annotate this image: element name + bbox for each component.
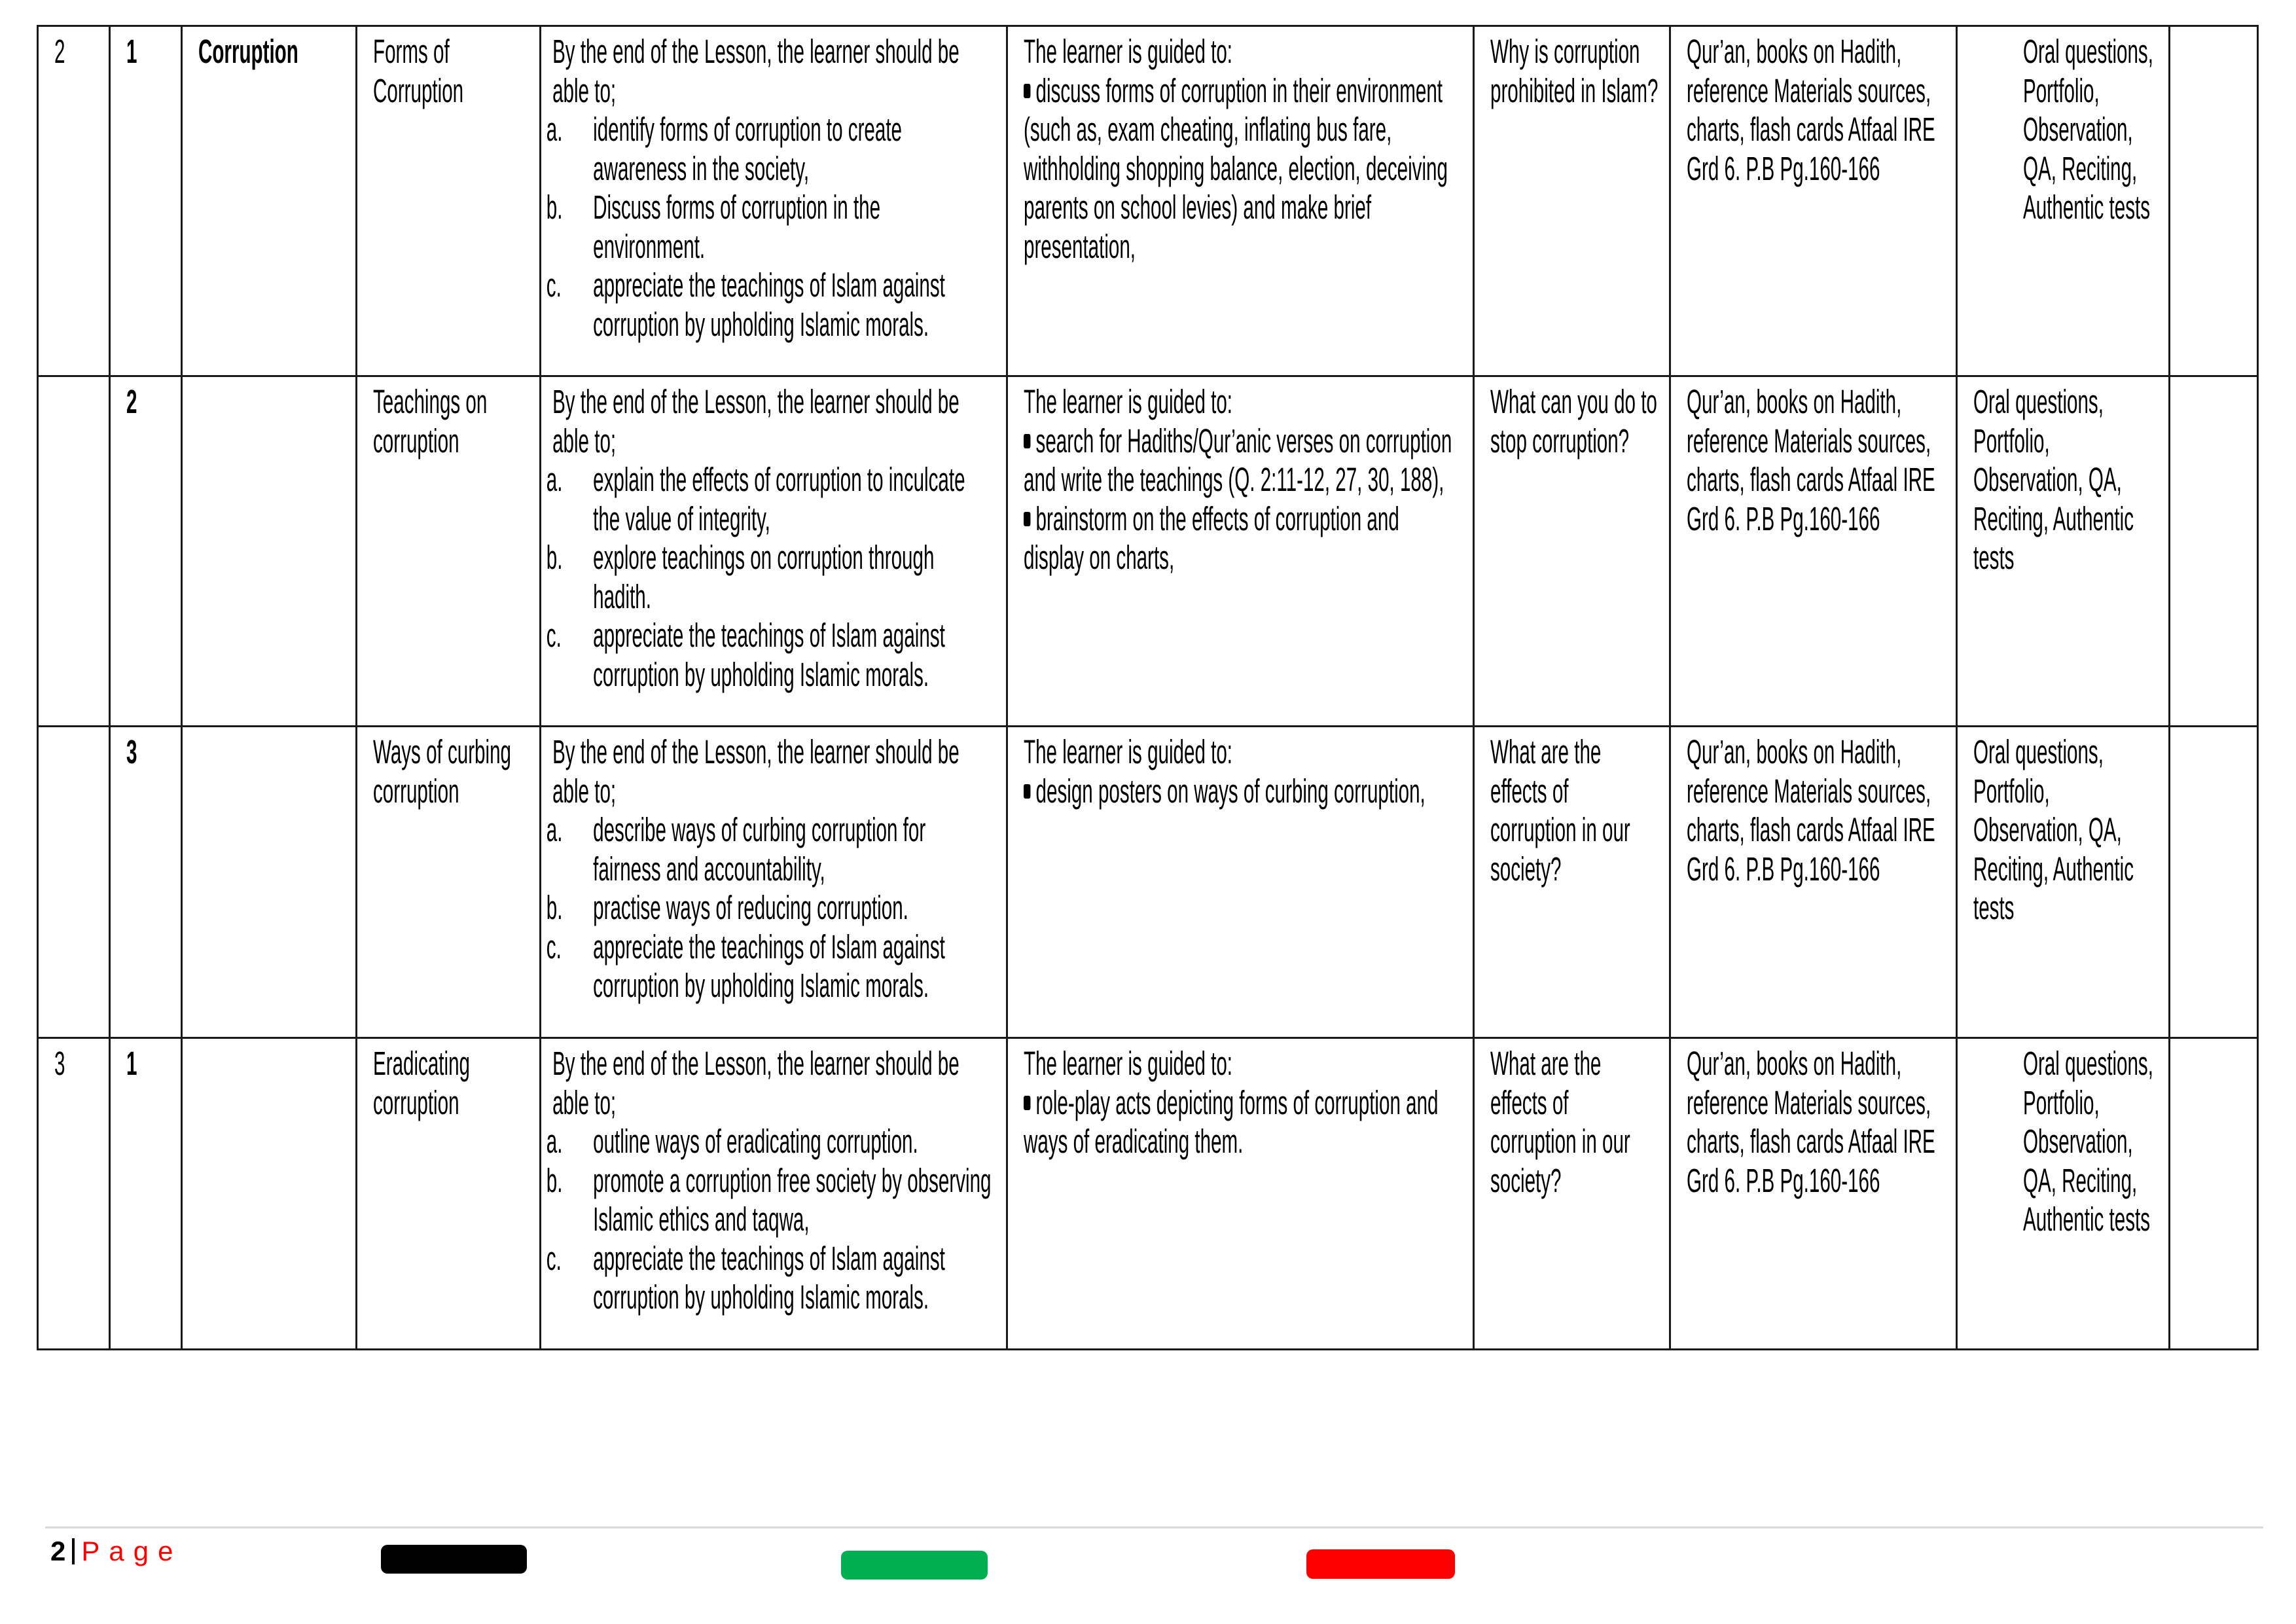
experience-text: search for Hadiths/Qur’anic verses on corruption and write the teachings (Q. 2:11-12, 27, 30, 188), <box>1024 422 1452 498</box>
learning-outcomes-cell <box>541 727 1007 1038</box>
week-cell <box>38 376 110 727</box>
remarks-cell <box>2170 26 2258 376</box>
list-marker: a. <box>546 1123 563 1160</box>
list-marker: a. <box>546 111 563 148</box>
experiences-intro: The learner is guided to: <box>1024 33 1232 70</box>
experience-text: brainstorm on the effects of corruption and display on charts, <box>1024 499 1399 576</box>
inquiry-question-cell <box>1474 26 1670 376</box>
experiences-intro: The learner is guided to: <box>1024 383 1232 420</box>
strand-cell <box>182 376 357 727</box>
scheme-of-work-table <box>37 25 2259 1350</box>
bullet-icon <box>1024 1096 1030 1110</box>
outcome-text: explore teachings on corruption through hadith. <box>593 539 935 615</box>
resources-text: Qur’an, books on Hadith, reference Materials sources, charts, flash cards Atfaal IRE Grd 6. P.B Pg.160-166 <box>1687 383 1935 537</box>
page-label: Page <box>81 1536 183 1566</box>
bullet-icon <box>1024 784 1030 799</box>
outcomes-list <box>543 1122 997 1317</box>
outcome-item <box>543 110 997 188</box>
outcome-text: Discuss forms of corruption in the environment. <box>593 189 881 265</box>
week-cell <box>38 1038 110 1350</box>
week-number: 2 <box>54 33 65 70</box>
lesson-number: 2 <box>126 383 137 420</box>
inquiry-question-cell <box>1474 1038 1670 1350</box>
experience-item <box>1024 71 1463 266</box>
list-marker: b. <box>546 189 563 226</box>
outcome-item <box>543 928 997 1005</box>
assessment-cell <box>1957 376 2170 727</box>
list-marker: b. <box>546 1161 563 1199</box>
outcome-text: identify forms of corruption to create awareness in the society, <box>593 111 902 187</box>
sub-strand-cell <box>357 1038 541 1350</box>
outcomes-intro: By the end of the Lesson, the learner should be able to; <box>552 733 960 810</box>
resources-cell <box>1670 26 1957 376</box>
assessment-text: Oral questions, Portfolio, Observation, QA, Reciting, Authentic tests <box>2023 1045 2153 1238</box>
page-number-footer <box>50 1536 182 1567</box>
footer-separator <box>72 1538 75 1564</box>
bullet-icon <box>1024 434 1030 448</box>
bullet-icon <box>1024 512 1030 526</box>
outcome-text: appreciate the teachings of Islam against corruption by upholding Islamic morals. <box>593 1239 945 1316</box>
outcome-item <box>543 538 997 616</box>
outcome-item <box>543 188 997 266</box>
red-color-bar <box>1306 1549 1455 1579</box>
outcomes-list <box>543 460 997 694</box>
inquiry-question: What are the effects of corruption in our society? <box>1490 1045 1630 1199</box>
lesson-number: 1 <box>126 33 137 70</box>
resources-text: Qur’an, books on Hadith, reference Materials sources, charts, flash cards Atfaal IRE Grd 6. P.B Pg.160-166 <box>1687 33 1935 187</box>
table-row <box>38 727 2258 1038</box>
page-number: 2 <box>50 1536 66 1566</box>
outcomes-list <box>543 110 997 344</box>
week-number: 3 <box>54 1045 65 1082</box>
strand-cell <box>182 1038 357 1350</box>
outcome-item <box>543 1122 997 1161</box>
outcome-text: appreciate the teachings of Islam against corruption by upholding Islamic morals. <box>593 928 945 1004</box>
experience-text: discuss forms of corruption in their environment (such as, exam cheating, inflating bus fare, withholding shopping balance, election, deceiving parents on school levies) and make brief presentation, <box>1024 71 1448 265</box>
experience-text: role-play acts depicting forms of corruption and ways of eradicating them. <box>1024 1083 1439 1160</box>
assessment-text: Oral questions, Portfolio, Observation, QA, Reciting, Authentic tests <box>2023 33 2153 226</box>
outcomes-intro: By the end of the Lesson, the learner should be able to; <box>552 33 960 109</box>
outcome-text: explain the effects of corruption to inculcate the value of integrity, <box>593 461 965 537</box>
experiences-intro: The learner is guided to: <box>1024 1045 1232 1082</box>
learning-outcomes-cell <box>541 26 1007 376</box>
assessment-cell <box>1957 26 2170 376</box>
resources-cell <box>1670 727 1957 1038</box>
list-marker: c. <box>546 1239 562 1277</box>
assessment-text: Oral questions, Portfolio, Observation, QA, Reciting, Authentic tests <box>1973 383 2134 576</box>
sub-strand-cell <box>357 727 541 1038</box>
outcomes-list <box>543 810 997 1005</box>
assessment-cell <box>1957 1038 2170 1350</box>
learning-outcomes-cell <box>541 376 1007 727</box>
outcome-item <box>543 460 997 538</box>
list-marker: a. <box>546 811 563 848</box>
green-color-bar <box>841 1551 988 1579</box>
experiences-intro: The learner is guided to: <box>1024 733 1232 770</box>
sub-strand-title: Teachings on corruption <box>373 383 488 460</box>
week-cell <box>38 727 110 1038</box>
learning-experiences-cell <box>1007 1038 1474 1350</box>
remarks-cell <box>2170 376 2258 727</box>
sub-strand-title: Eradicating corruption <box>373 1045 470 1121</box>
learning-experiences-cell <box>1007 26 1474 376</box>
black-color-bar <box>381 1545 527 1574</box>
assessment-text: Oral questions, Portfolio, Observation, QA, Reciting, Authentic tests <box>1973 733 2134 926</box>
lesson-cell <box>110 26 182 376</box>
experience-text: design posters on ways of curbing corruption, <box>1035 772 1426 810</box>
sub-strand-cell <box>357 376 541 727</box>
outcome-item <box>543 888 997 928</box>
inquiry-question: What are the effects of corruption in our society? <box>1490 733 1630 888</box>
outcomes-intro: By the end of the Lesson, the learner should be able to; <box>552 383 960 460</box>
remarks-cell <box>2170 727 2258 1038</box>
learning-experiences-cell <box>1007 376 1474 727</box>
outcome-text: appreciate the teachings of Islam against corruption by upholding Islamic morals. <box>593 266 945 343</box>
outcome-text: practise ways of reducing corruption. <box>593 889 908 926</box>
experience-item <box>1024 1083 1463 1161</box>
resources-text: Qur’an, books on Hadith, reference Materials sources, charts, flash cards Atfaal IRE Grd 6. P.B Pg.160-166 <box>1687 1045 1935 1199</box>
outcome-item <box>543 810 997 888</box>
inquiry-question-cell <box>1474 727 1670 1038</box>
lesson-number: 3 <box>126 733 137 770</box>
outcome-item <box>543 1239 997 1317</box>
lesson-cell <box>110 1038 182 1350</box>
inquiry-question: What can you do to stop corruption? <box>1490 383 1657 460</box>
table-row <box>38 26 2258 376</box>
list-marker: b. <box>546 889 563 926</box>
sub-strand-title: Forms of Corruption <box>373 33 464 109</box>
table-row <box>38 376 2258 727</box>
week-cell <box>38 26 110 376</box>
experience-item <box>1024 499 1463 577</box>
sub-strand-cell <box>357 26 541 376</box>
list-marker: c. <box>546 266 562 304</box>
resources-cell <box>1670 376 1957 727</box>
lesson-number: 1 <box>126 1045 137 1082</box>
inquiry-question: Why is corruption prohibited in Islam? <box>1490 33 1659 109</box>
experience-item <box>1024 422 1463 499</box>
bullet-icon <box>1024 84 1030 98</box>
footer-rule <box>45 1526 2263 1528</box>
inquiry-question-cell <box>1474 376 1670 727</box>
resources-text: Qur’an, books on Hadith, reference Materials sources, charts, flash cards Atfaal IRE Grd 6. P.B Pg.160-166 <box>1687 733 1935 888</box>
list-marker: c. <box>546 617 562 654</box>
experience-item <box>1024 772 1463 811</box>
outcome-text: outline ways of eradicating corruption. <box>593 1123 918 1160</box>
outcome-item <box>543 1161 997 1239</box>
strand-cell <box>182 26 357 376</box>
assessment-cell <box>1957 727 2170 1038</box>
outcomes-intro: By the end of the Lesson, the learner should be able to; <box>552 1045 960 1121</box>
strand-title: Corruption <box>198 33 298 70</box>
lesson-cell <box>110 727 182 1038</box>
sub-strand-title: Ways of curbing corruption <box>373 733 511 810</box>
list-marker: a. <box>546 461 563 498</box>
remarks-cell <box>2170 1038 2258 1350</box>
resources-cell <box>1670 1038 1957 1350</box>
outcome-text: appreciate the teachings of Islam against corruption by upholding Islamic morals. <box>593 617 945 693</box>
learning-experiences-cell <box>1007 727 1474 1038</box>
table-row <box>38 1038 2258 1350</box>
outcome-item <box>543 616 997 694</box>
lesson-cell <box>110 376 182 727</box>
list-marker: b. <box>546 539 563 576</box>
outcome-text: describe ways of curbing corruption for fairness and accountability, <box>593 811 926 888</box>
strand-cell <box>182 727 357 1038</box>
outcome-text: promote a corruption free society by observing Islamic ethics and taqwa, <box>593 1161 992 1238</box>
list-marker: c. <box>546 928 562 965</box>
learning-outcomes-cell <box>541 1038 1007 1350</box>
outcome-item <box>543 266 997 344</box>
